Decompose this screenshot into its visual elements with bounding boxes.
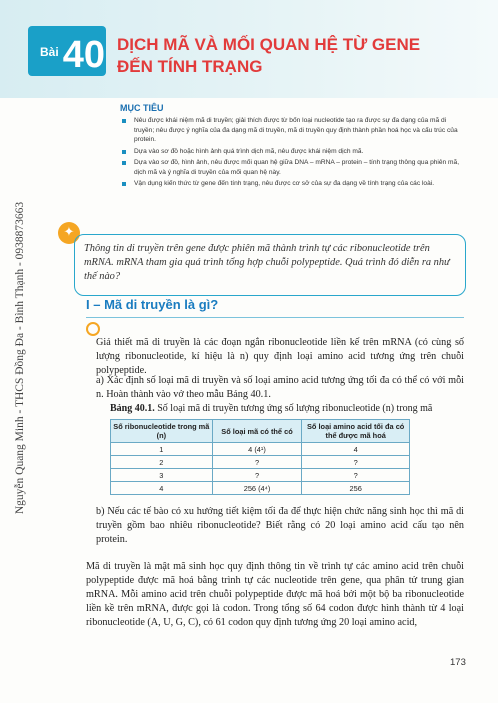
table-cell: 256 bbox=[302, 482, 410, 495]
table-cell: 3 bbox=[111, 469, 213, 482]
lesson-badge bbox=[28, 26, 106, 76]
page-number: 173 bbox=[450, 657, 466, 668]
intro-text: Thông tin di truyền trên gene được phiên mã thành trình tự các ribonucleotide trên mRNA. mRNA tham gia quá trình tổng hợp chuỗi polypeptide. Quá trình đó diễn ra như thế nào? bbox=[84, 243, 450, 282]
table-row bbox=[111, 456, 410, 469]
table-header-cell: Số loại amino acid tối đa có thể được mã hoá bbox=[302, 420, 410, 443]
section-divider bbox=[86, 317, 464, 318]
table-cell: ? bbox=[302, 456, 410, 469]
lesson-title-line2: ĐẾN TÍNH TRẠNG bbox=[117, 57, 263, 76]
paragraph-hypothesis: Giả thiết mã di truyền là các đoạn ngắn ribonucleotide liền kế trên mRNA (có cùng số lượng ribonucleotide, kí hiệu là n) quy định loại amino acid tương ứng trên chuỗi polypeptide. bbox=[96, 337, 464, 376]
table-cell: 4 bbox=[302, 443, 410, 456]
codon-table bbox=[110, 419, 410, 495]
lesson-word: Bài bbox=[40, 45, 59, 59]
table-cell: 256 (4⁴) bbox=[212, 482, 302, 495]
table-cell: ? bbox=[302, 469, 410, 482]
paragraph-genetic-code: Mã di truyền là mật mã sinh học quy định thông tin về trình tự các amino acid trên chuỗi polypeptide được mã hoá bằng trình tự các nucleotide trên gene, qua phân tử trung gian mRNA. Mỗi amino acid trên chuỗi polypeptide được mã hoá bởi một bộ ba ribonucleotide liền kề trên mRNA, được gọi là codon. Trong tổng số 64 codon được hình thành từ 4 loại ribonucleotide (A, U, G, C), có 61 codon quy định tương ứng 20 loại amino acid, bbox=[86, 561, 464, 628]
table-header-cell: Số ribonucleotide trong mã (n) bbox=[111, 420, 213, 443]
side-text-label: Nguyễn Quang Minh - THCS Đồng Đa - Bình Thạnh - 0938873663 bbox=[14, 201, 27, 515]
table-row bbox=[111, 443, 410, 456]
table-cell: 4 bbox=[111, 482, 213, 495]
objective-item: Dựa vào sơ đồ hoặc hình ảnh quá trình dịch mã, nêu được khái niệm dịch mã. bbox=[120, 147, 465, 157]
question-b: b) Nếu các tế bào có xu hướng tiết kiệm tối đa để thực hiện chức năng sinh học thì mã di truyền gồm bao nhiêu ribonucleotide? Biết rằng có 20 loại amino acid cấu tạo nên protein. bbox=[96, 506, 464, 545]
table-caption-label: Bảng 40.1. bbox=[110, 403, 155, 414]
lightbulb-icon: ✦ bbox=[58, 222, 80, 244]
table-row bbox=[111, 469, 410, 482]
objectives-block bbox=[120, 103, 465, 191]
side-watermark-text bbox=[6, 148, 34, 568]
table-cell: 1 bbox=[111, 443, 213, 456]
question-a: a) Xác định số loại mã di truyền và số loại amino acid tương ứng tối đa có thể có với mỗi n. Hoàn thành vào vở theo mẫu Bảng 40.1. bbox=[96, 375, 464, 400]
table-cell: 4 (4¹) bbox=[212, 443, 302, 456]
objectives-title: MỤC TIÊU bbox=[120, 103, 164, 113]
objective-item: Nêu được khái niệm mã di truyền; giải thích được từ bốn loại nucleotide tạo ra được sự đa dạng của mã di truyền; nêu được ý nghĩa của đa dạng mã di truyền, mã di truyền quy định thành phần hoá học và cấu trúc của protein. bbox=[120, 116, 465, 145]
section-title: I – Mã di truyền là gì? bbox=[86, 297, 219, 312]
objective-item: Dựa vào sơ đồ, hình ảnh, nêu được mối quan hệ giữa DNA – mRNA – protein – tính trạng thông qua phiên mã, dịch mã và ý nghĩa di truyền của mối quan hệ này. bbox=[120, 158, 465, 177]
table-cell: 2 bbox=[111, 456, 213, 469]
table-caption bbox=[110, 403, 432, 414]
table-row bbox=[111, 482, 410, 495]
question-icon bbox=[86, 322, 100, 336]
lesson-title bbox=[117, 34, 457, 78]
table-cell: ? bbox=[212, 469, 302, 482]
lesson-title-line1: DỊCH MÃ VÀ MỐI QUAN HỆ TỪ GENE bbox=[117, 35, 421, 54]
table-header-row bbox=[111, 420, 410, 443]
lesson-number: 40 bbox=[62, 34, 105, 76]
table-header-cell: Số loại mã có thể có bbox=[212, 420, 302, 443]
table-cell: ? bbox=[212, 456, 302, 469]
table-caption-text: Số loại mã di truyền tương ứng số lượng ribonucleotide (n) trong mã bbox=[157, 403, 433, 414]
objective-item: Vận dụng kiến thức từ gene đến tính trạng, nêu được cơ sở của sự đa dạng về tính trạng của các loài. bbox=[120, 179, 465, 189]
